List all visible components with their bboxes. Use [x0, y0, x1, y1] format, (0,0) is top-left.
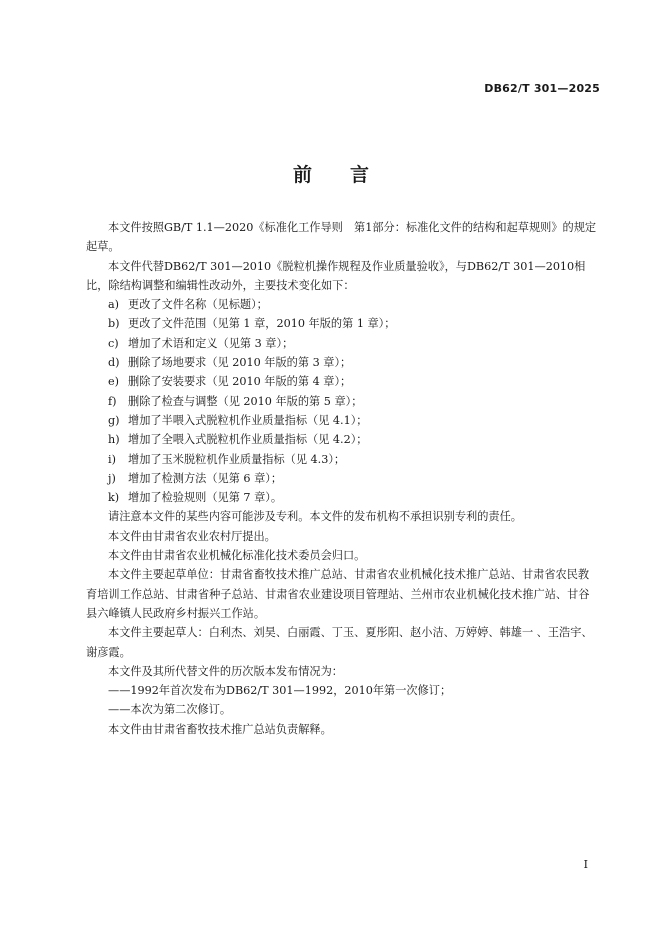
- paragraph-drafters: 本文件主要起草人：白利杰、刘昊、白丽霞、丁玉、夏彤阳、赵小洁、万婷婷、韩雄一 、王浩宇、谢彦霞。: [86, 626, 593, 659]
- paragraph-drafting-rules: 本文件按照GB/T 1.1—2020《标准化工作导则 第1部分：标准化文件的结构和起草规则》的规定起草。: [86, 221, 597, 254]
- change-item-label: a): [108, 298, 120, 312]
- change-item: [86, 488, 600, 507]
- change-item-text: 删除了检查与调整（见 2010 年版的第 5 章）；: [128, 394, 363, 408]
- history-item: ——本次为第二次修订。: [108, 703, 232, 717]
- change-item-text: 删除了场地要求（见 2010 年版的第 3 章）；: [128, 356, 352, 370]
- change-item: [86, 372, 600, 391]
- change-item-text: 增加了半喂入式脱粒机作业质量指标（见 4.1）；: [128, 413, 368, 427]
- change-item-label: j): [108, 471, 116, 485]
- change-item: [86, 450, 600, 469]
- change-item: [86, 295, 600, 314]
- paragraph-replaces: 本文件代替DB62/T 301—2010《脱粒机操作规程及作业质量验收》，与DB62/T 301—2010相比，除结构调整和编辑性改动外，主要技术变化如下：: [86, 259, 586, 292]
- change-item-text: 增加了检验规则（见第 7 章）。: [128, 491, 283, 505]
- change-item-label: e): [108, 375, 119, 389]
- change-item-text: 增加了玉米脱粒机作业质量指标（见 4.3）；: [128, 452, 346, 466]
- document-code: DB62/T 301—2025: [484, 82, 600, 95]
- change-item: [86, 353, 600, 372]
- change-item-text: 增加了全喂入式脱粒机作业质量指标（见 4.2）；: [128, 433, 368, 447]
- change-item: [86, 314, 600, 333]
- paragraph-centralized-by: 本文件由甘肃省农业机械化标准化技术委员会归口。: [108, 549, 366, 563]
- change-item-label: c): [108, 336, 119, 350]
- change-item: [86, 334, 600, 353]
- change-item-text: 更改了文件范围（见第 1 章，2010 年版的第 1 章）；: [128, 317, 396, 331]
- title-char-2: 言: [350, 164, 370, 186]
- change-item-text: 增加了术语和定义（见第 3 章）；: [128, 336, 294, 350]
- page-title: [0, 160, 662, 187]
- change-item-label: g): [108, 413, 120, 427]
- paragraph-proposed-by: 本文件由甘肃省农业农村厅提出。: [108, 529, 276, 543]
- change-item: [86, 469, 600, 488]
- change-item-text: 更改了文件名称（见标题）；: [128, 298, 268, 312]
- change-item: [86, 392, 600, 411]
- change-item-label: f): [108, 394, 117, 408]
- change-item-label: b): [108, 317, 120, 331]
- paragraph-patent-notice: 请注意本文件的某些内容可能涉及专利。本文件的发布机构不承担识别专利的责任。: [108, 510, 522, 524]
- change-item-text: 删除了安装要求（见 2010 年版的第 4 章）；: [128, 375, 352, 389]
- foreword-body: [86, 218, 600, 739]
- page-number: I: [583, 858, 588, 871]
- change-item-label: k): [108, 491, 120, 505]
- title-char-1: 前: [292, 164, 312, 186]
- change-item-label: i): [108, 452, 116, 466]
- paragraph-history-intro: 本文件及其所代替文件的历次版本发布情况为：: [108, 664, 343, 678]
- history-item: ——1992年首次发布为DB62/T 301—1992，2010年第一次修订；: [108, 684, 452, 698]
- change-item: [86, 430, 600, 449]
- change-item-text: 增加了检测方法（见第 6 章）；: [128, 471, 283, 485]
- change-item: [86, 411, 600, 430]
- paragraph-interpretation: 本文件由甘肃省畜牧技术推广总站负责解释。: [108, 722, 332, 736]
- change-item-label: h): [108, 433, 120, 447]
- paragraph-drafting-units: 本文件主要起草单位：甘肃省畜牧技术推广总站、甘肃省农业机械化技术推广总站、甘肃省农民教育培训工作总站、甘肃省种子总站、甘肃省农业建设项目管理站、兰州市农业机械化技术推广站、甘谷县六峰镇人民政府乡村振兴工作站。: [86, 568, 590, 620]
- change-item-label: d): [108, 356, 120, 370]
